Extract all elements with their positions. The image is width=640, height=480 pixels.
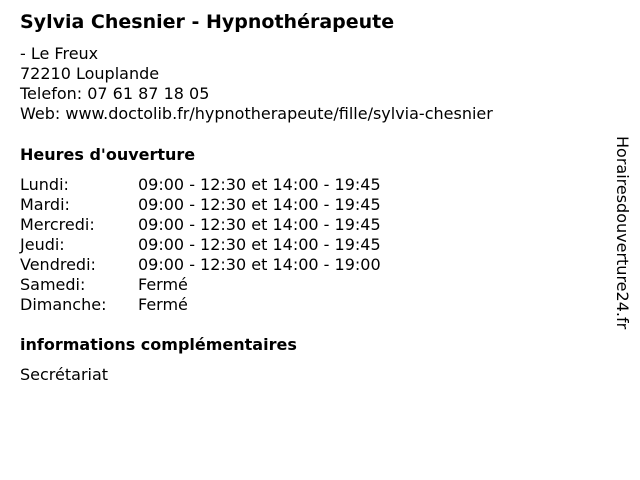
- day-hours: Fermé: [138, 295, 188, 314]
- day-label: Mercredi:: [20, 215, 95, 234]
- day-hours: 09:00 - 12:30 et 14:00 - 19:45: [138, 195, 381, 214]
- website-link[interactable]: Web: www.doctolib.fr/hypnotherapeute/fille/sylvia-chesnier: [20, 104, 493, 123]
- site-watermark: Horairesdouverture24.fr: [613, 136, 632, 330]
- day-label: Mardi:: [20, 195, 70, 214]
- additional-info-text: Secrétariat: [20, 365, 109, 384]
- address-line-1: - Le Freux: [20, 44, 99, 63]
- day-label: Samedi:: [20, 275, 86, 294]
- hours-row: [20, 275, 381, 295]
- additional-info-heading: informations complémentaires: [20, 335, 297, 354]
- day-hours: 09:00 - 12:30 et 14:00 - 19:45: [138, 215, 381, 234]
- hours-row: [20, 215, 381, 235]
- day-label: Lundi:: [20, 175, 69, 194]
- day-hours: Fermé: [138, 275, 188, 294]
- address-line-2: 72210 Louplande: [20, 64, 160, 83]
- hours-row: [20, 195, 381, 215]
- day-hours: 09:00 - 12:30 et 14:00 - 19:00: [138, 255, 381, 274]
- business-card: [20, 10, 600, 385]
- hours-row: [20, 175, 381, 195]
- day-label: Dimanche:: [20, 295, 107, 314]
- hours-row: [20, 295, 381, 315]
- phone-number: Telefon: 07 61 87 18 05: [20, 84, 210, 103]
- opening-hours-heading: Heures d'ouverture: [20, 145, 196, 164]
- day-hours: 09:00 - 12:30 et 14:00 - 19:45: [138, 235, 381, 254]
- day-hours: 09:00 - 12:30 et 14:00 - 19:45: [138, 175, 381, 194]
- opening-hours-table: [20, 175, 381, 315]
- page-title: Sylvia Chesnier - Hypnothérapeute: [20, 11, 395, 33]
- day-label: Vendredi:: [20, 255, 96, 274]
- day-label: Jeudi:: [20, 235, 65, 254]
- hours-row: [20, 235, 381, 255]
- hours-row: [20, 255, 381, 275]
